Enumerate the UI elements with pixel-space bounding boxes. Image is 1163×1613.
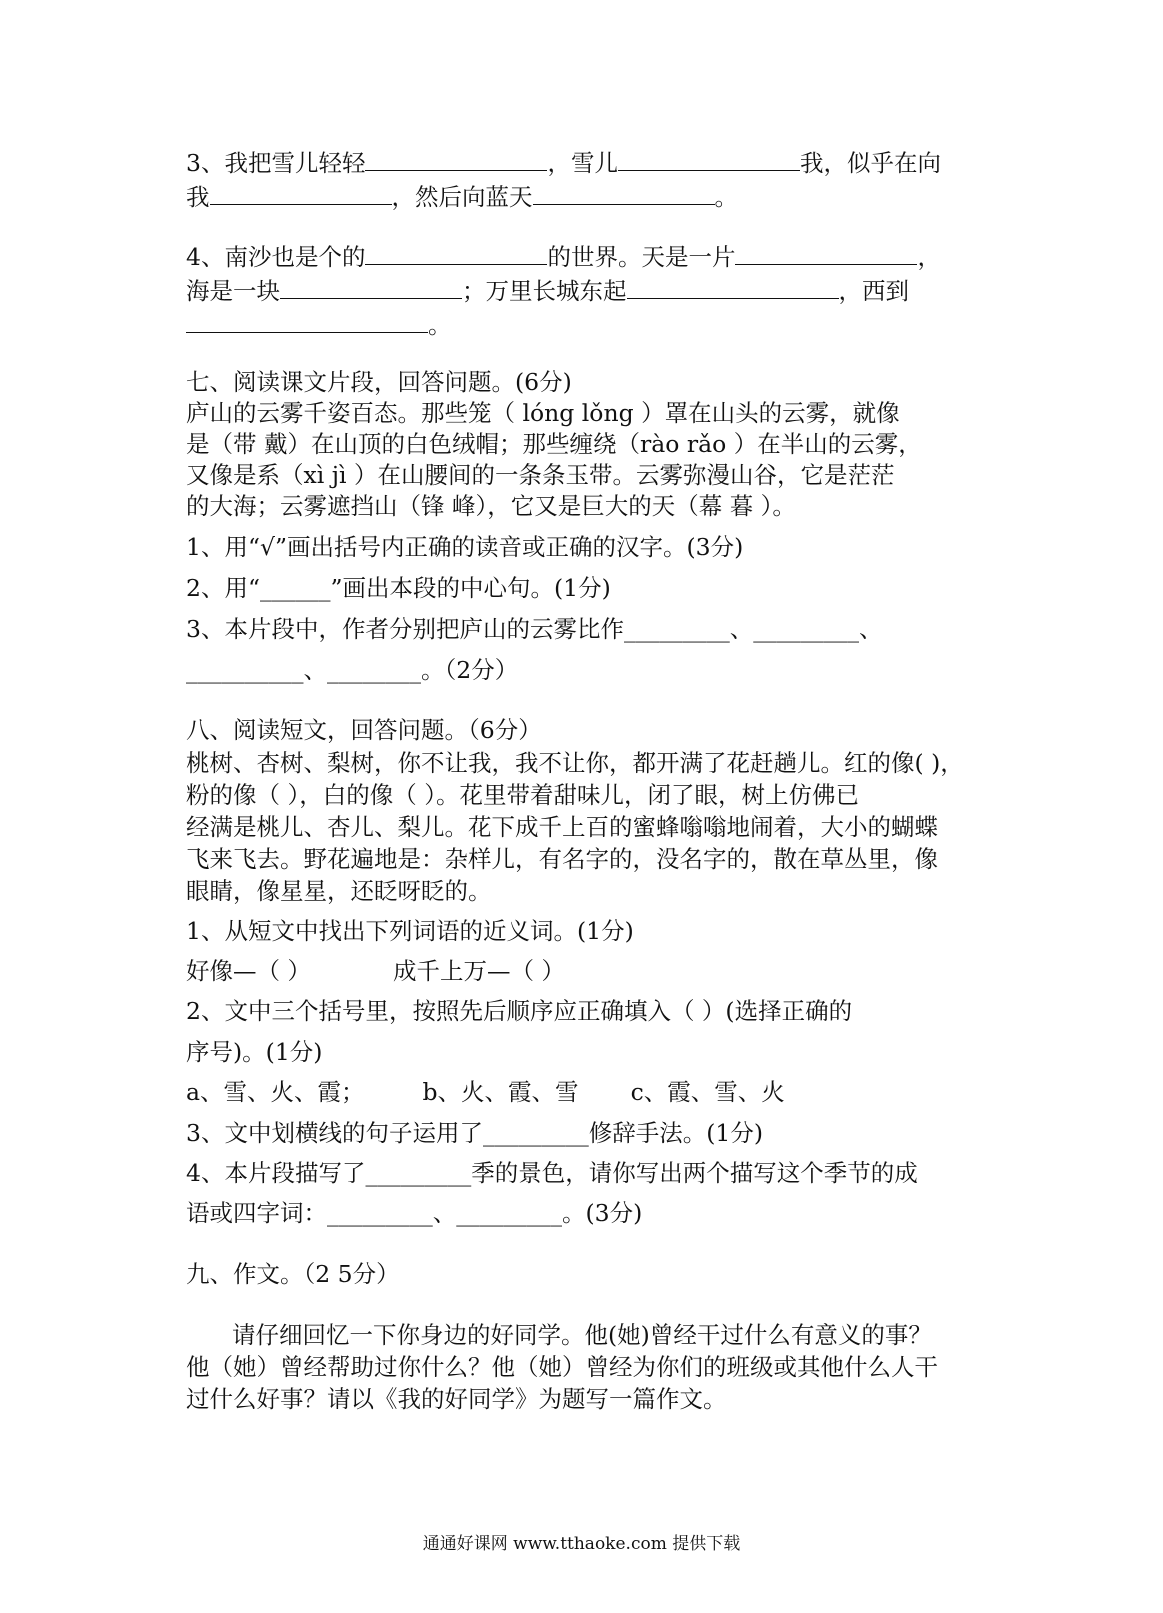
s8-passage-line-2: 粉的像（ ），白的像（ ）。花里带着甜味儿，闭了眼，树上仿佛已	[186, 781, 859, 809]
answer-blank[interactable]	[365, 148, 547, 171]
s8-p4-underlined: 像	[914, 845, 938, 873]
s8-question-1: 1、从短文中找出下列词语的近义词。(1分)	[186, 917, 634, 945]
answer-blank[interactable]	[735, 242, 917, 265]
s8-p3-tail: ，大小的蝴蝶	[797, 813, 938, 841]
q4-text-e: ；万里长城东起	[462, 277, 627, 305]
q4-text-d: 海是一块	[186, 277, 280, 305]
q3-text-a: 3、我把雪儿轻轻	[186, 149, 366, 177]
s8-passage-line-5	[186, 876, 492, 906]
q3-line-1	[186, 148, 941, 178]
q4-text-g: 。	[428, 311, 452, 339]
q4-text-a: 4、南沙也是个的	[186, 243, 366, 271]
q3-text-e: ，然后向蓝天	[391, 183, 533, 211]
s7-passage-line-3: 又像是系（xì jì ）在山腰间的一条条玉带。云雾弥漫山谷，它是茫茫	[186, 461, 895, 489]
s9-prompt-line-2: 他（她）曾经帮助过你什么？他（她）曾经为你们的班级或其他什么人干	[186, 1353, 938, 1381]
section-9-title: 九、作文。（2 5分）	[186, 1260, 400, 1288]
q3-text-b: ，雪儿	[547, 149, 618, 177]
s8-question-2b: 序号)。(1分)	[186, 1038, 323, 1066]
q3-text-c: 我，似乎在向	[799, 149, 941, 177]
synonym-2: 成千上万—（ ）	[392, 957, 565, 985]
q4-text-f: ，西到	[838, 277, 909, 305]
answer-blank[interactable]	[365, 242, 547, 265]
s8-p3-text: 经满是桃儿、杏儿、梨儿。	[186, 813, 468, 841]
answer-blank[interactable]	[618, 148, 800, 171]
s8-options	[186, 1077, 785, 1107]
q4-line-1	[186, 242, 941, 272]
s7-question-2: 2、用“______”画出本段的中心句。(1分)	[186, 574, 611, 602]
s8-question-1-answers	[186, 956, 565, 986]
s8-passage-line-1: 桃树、杏树、梨树，你不让我，我不让你，都开满了花赶趟儿。红的像( )，	[186, 749, 964, 777]
s7-question-3b: __________、________。（2分）	[186, 656, 519, 684]
q4-line-2	[186, 276, 909, 306]
q3-text-f: 。	[714, 183, 738, 211]
answer-blank[interactable]	[280, 276, 462, 299]
s8-passage-line-3	[186, 812, 938, 842]
option-b[interactable]: b、火、霞、雪	[422, 1078, 579, 1106]
page-footer: 通通好课网 www.tthaoke.com 提供下载	[422, 1534, 741, 1554]
s8-question-2a: 2、文中三个括号里，按照先后顺序应正确填入（ ）(选择正确的	[186, 997, 853, 1025]
q4-text-b: 的世界。天是一片	[547, 243, 736, 271]
s8-p4-text: 飞来飞去。野花遍地是：杂样儿，有名字的，没名字的，散在草丛里，	[186, 845, 915, 873]
answer-blank[interactable]	[627, 276, 839, 299]
s7-question-1: 1、用“√”画出括号内正确的读音或正确的汉字。(3分)	[186, 533, 744, 561]
s8-question-4a: 4、本片段描写了_________季的景色，请你写出两个描写这个季节的成	[186, 1159, 918, 1187]
s9-prompt-line-1: 请仔细回忆一下你身边的好同学。他(她)曾经干过什么有意义的事？	[232, 1321, 932, 1349]
s7-passage-line-4: 的大海；云雾遮挡山（锋 峰），它又是巨大的天（幕 暮 ）。	[186, 492, 796, 520]
s8-passage-line-4	[186, 844, 938, 874]
option-c[interactable]: c、霞、雪、火	[630, 1078, 785, 1106]
q4-line-3	[186, 310, 452, 340]
s8-question-3: 3、文中划横线的句子运用了_________修辞手法。(1分)	[186, 1119, 763, 1147]
section-8-title: 八、阅读短文，回答问题。（6分）	[186, 716, 542, 744]
s7-passage-line-2: 是（带 戴）在山顶的白色绒帽；那些缠绕（rào rǎo ）在半山的云雾，	[186, 430, 922, 458]
answer-blank[interactable]	[210, 182, 392, 205]
answer-blank[interactable]	[186, 310, 428, 333]
option-a[interactable]: a、雪、火、霞；	[186, 1078, 365, 1106]
s7-passage-line-1: 庐山的云雾千姿百态。那些笼（ lóng lǒng ）罩在山头的云雾，就像	[186, 399, 900, 427]
q3-text-d: 我	[186, 183, 210, 211]
q4-text-c: ，	[917, 243, 941, 271]
answer-blank[interactable]	[533, 182, 715, 205]
section-7-title: 七、阅读课文片段，回答问题。(6分)	[186, 368, 572, 396]
s8-p5-tail: 。	[468, 877, 492, 905]
s7-question-3a: 3、本片段中，作者分别把庐山的云雾比作_________、_________、	[186, 615, 883, 643]
synonym-1: 好像—（ ）	[186, 957, 311, 985]
s8-p5-underlined: 眼睛，像星星，还眨呀眨的	[186, 877, 468, 905]
s8-question-4b: 语或四字词：_________、_________。(3分)	[186, 1199, 643, 1227]
s8-p3-underlined: 花下成千上百的蜜蜂嗡嗡地闹着	[468, 813, 797, 841]
s9-prompt-line-3: 过什么好事？请以《我的好同学》为题写一篇作文。	[186, 1385, 727, 1413]
q3-line-2	[186, 182, 738, 212]
